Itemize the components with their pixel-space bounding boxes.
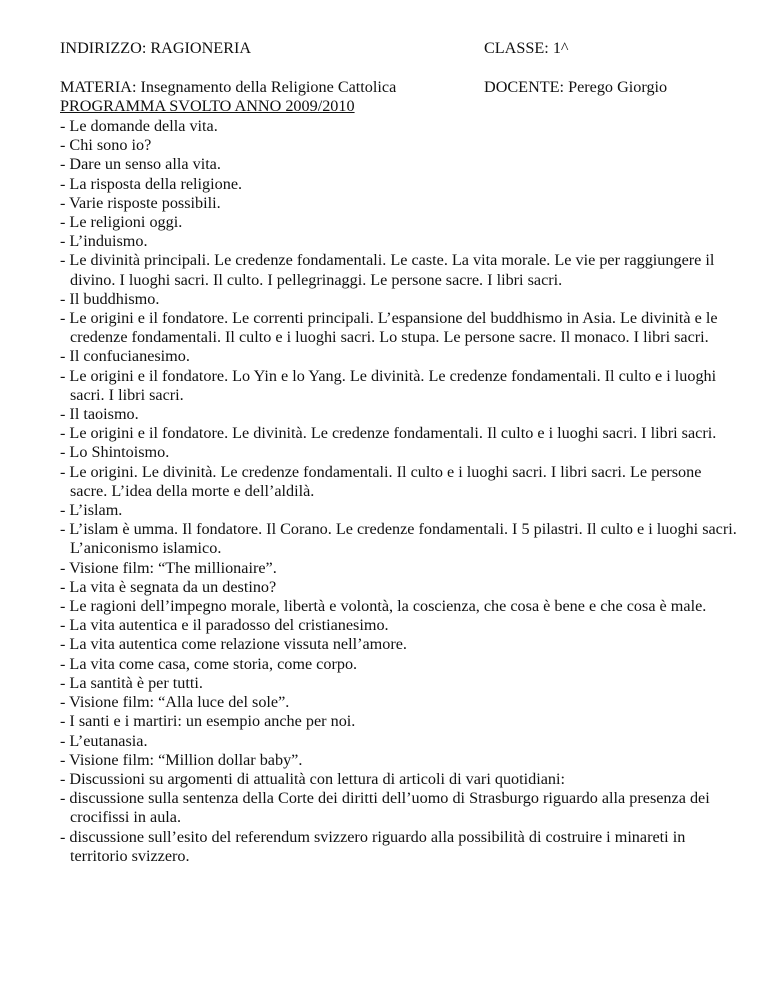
list-item: - discussione sulla sentenza della Corte dei diritti dell’uomo di Strasburgo riguardo alla presenza dei crocifissi in aula. <box>60 789 710 827</box>
list-item: - Le divinità principali. Le credenze fondamentali. Le caste. La vita morale. Le vie per raggiungere il divino. I luoghi sacri. Il culto. I pellegrinaggi. Le persone sacre. I libri sacri. <box>60 251 715 289</box>
list-item: - La risposta della religione. <box>60 174 243 193</box>
list-item: - L’eutanasia. <box>60 731 148 750</box>
list-item: - Chi sono io? <box>60 136 152 155</box>
programma-title: PROGRAMMA SVOLTO ANNO 2009/2010 <box>60 97 355 115</box>
list-item: - Discussioni su argomenti di attualità con lettura di articoli di vari quotidiani: <box>60 769 566 788</box>
list-item: - Le origini. Le divinità. Le credenze fondamentali. Il culto e i luoghi sacri. I libri sacri. Le persone sacre. L’idea della morte e dell’aldilà. <box>60 462 702 500</box>
list-item: - Le religioni oggi. <box>60 213 183 232</box>
list-item: - Visione film: “The millionaire”. <box>60 558 277 577</box>
list-item: - Il taoismo. <box>60 405 139 424</box>
classe-label: CLASSE: 1^ <box>484 39 569 57</box>
list-item: - Lo Shintoismo. <box>60 443 170 462</box>
list-item: - I santi e i martiri: un esempio anche per noi. <box>60 712 356 731</box>
list-item: - discussione sull’esito del referendum svizzero riguardo alla possibilità di costruire i minareti in territorio svizzero. <box>60 827 686 865</box>
list-item: - Visione film: “Million dollar baby”. <box>60 750 303 769</box>
list-item: - Le origini e il fondatore. Le correnti principali. L’espansione del buddhismo in Asia. Le divinità e le credenze fondamentali. Il culto e i luoghi sacri. Lo stupa. Le persone sacre. Il monaco. I libri sacri. <box>60 309 718 347</box>
list-item: - Le ragioni dell’impegno morale, libertà e volontà, la coscienza, che cosa è bene e che cosa è male. <box>60 597 707 616</box>
list-item: - Le origini e il fondatore. Le divinità. Le credenze fondamentali. Il culto e i luoghi sacri. I libri sacri. <box>60 424 717 443</box>
list-item: - Visione film: “Alla luce del sole”. <box>60 693 290 712</box>
list-item: - Il confucianesimo. <box>60 347 190 366</box>
list-item: - Le domande della vita. <box>60 117 218 135</box>
list-item: - La santità è per tutti. <box>60 673 203 692</box>
indirizzo-label: INDIRIZZO: RAGIONERIA <box>60 39 252 57</box>
list-item: - L’islam. <box>60 501 123 520</box>
materia-label: MATERIA: Insegnamento della Religione Cattolica <box>60 78 397 96</box>
list-item: - La vita come casa, come storia, come corpo. <box>60 654 358 673</box>
program-list <box>60 117 740 866</box>
list-item: - La vita autentica e il paradosso del cristianesimo. <box>60 616 389 635</box>
docente-label: DOCENTE: Perego Giorgio <box>484 78 668 96</box>
list-item: - Dare un senso alla vita. <box>60 155 221 174</box>
list-item: - Le origini e il fondatore. Lo Yin e lo Yang. Le divinità. Le credenze fondamentali. Il culto e i luoghi sacri. I libri sacri. <box>60 366 717 404</box>
list-item: - Varie risposte possibili. <box>60 193 221 212</box>
list-item: - L’islam è umma. Il fondatore. Il Corano. Le credenze fondamentali. I 5 pilastri. Il culto e i luoghi sacri. L’aniconismo islamico. <box>60 520 737 558</box>
list-item: - La vita autentica come relazione vissuta nell’amore. <box>60 635 407 654</box>
list-item: - L’induismo. <box>60 232 148 251</box>
list-item: - La vita è segnata da un destino? <box>60 577 277 596</box>
list-item: - Il buddhismo. <box>60 289 160 308</box>
